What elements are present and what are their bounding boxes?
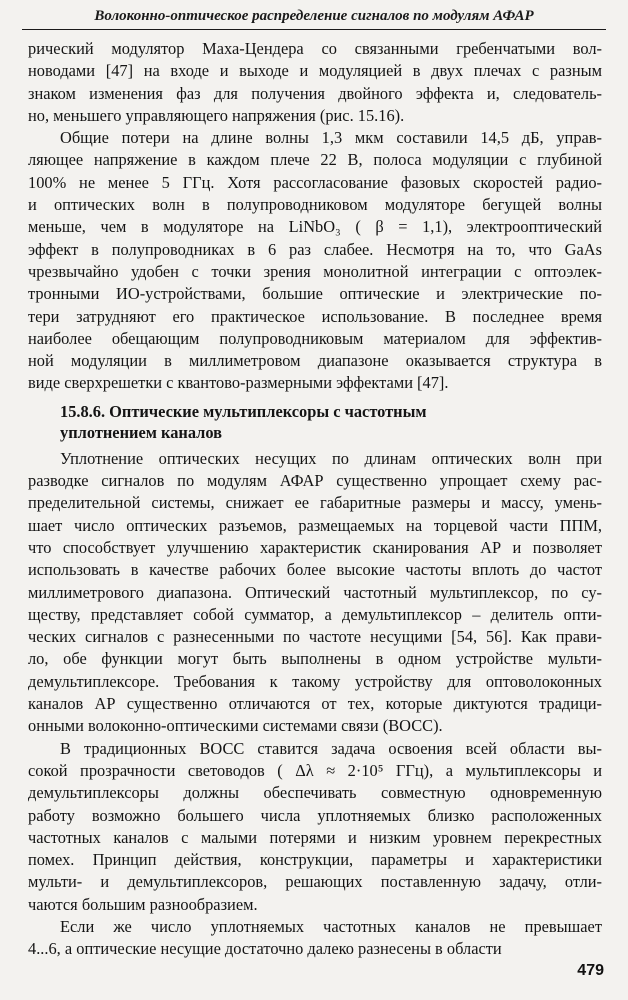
text-line: онными волоконно-оптическими системами связи (ВОСС). (28, 716, 443, 736)
text-line: эффект в полупроводниках в 6 раз слабее. Несмотря на то, что GaAs (28, 239, 602, 259)
text-line: Если же число уплотняемых частотных каналов не превышает (60, 916, 602, 936)
text-line: миллиметрового диапазона. Оптический частотный мультиплексор, по су- (28, 582, 602, 602)
page-number: 479 (577, 962, 604, 979)
text-line: 100% не менее 5 ГГц. Хотя рассогласование фазовых скоростей радио- (28, 172, 602, 192)
text-line: Общие потери на длине волны 1,3 мкм составили 14,5 дБ, управ- (60, 128, 602, 148)
text-line: ной модуляции в миллиметровом диапазоне оказывается структура в (28, 351, 602, 371)
paragraph-p4 (28, 738, 602, 916)
text-line: ческих сигналов с разнесенными по частоте несущими [54, 56]. Как прави- (28, 627, 602, 647)
paragraph-p3 (28, 448, 602, 738)
text-line: помех. Принцип действия, конструкции, параметры и характеристики (28, 850, 602, 870)
text-line: и оптических волн в полупроводниковом модуляторе бегущей волны (28, 195, 602, 215)
text-line: виде сверхрешетки с квантово-размерными эффектами [47]. (28, 373, 449, 393)
text-line: но, меньшего управляющего напряжения (рис. 15.16). (28, 105, 405, 125)
text-line: разводке сигналов по модулям АФАР существенно упрощает схему рас- (28, 471, 602, 491)
text-line: Уплотнение оптических несущих по длинам оптических волн при (60, 448, 602, 468)
text-line: тронными ИО-устройствами, большие оптические и электрические по- (28, 284, 602, 304)
paragraph-p5 (28, 916, 602, 961)
text-line: ляющее напряжение в каждом плече 22 В, полоса модуляции с глубиной (28, 150, 602, 170)
text-line: пределительной системы, снижает ее габаритные размеры и массу, умень- (28, 493, 602, 513)
text-line: чрезвычайно удобен с точки зрения монолитной интеграции с оптоэлек- (28, 261, 602, 281)
text-line: чаются большим разнообразием. (28, 894, 258, 914)
text-line: ло, обе функции могут быть выполнены в одном устройстве мульти- (28, 649, 602, 669)
text-line: наиболее обещающим полупроводниковым материалом для эффектив- (28, 328, 602, 348)
text-line: знаком изменения фаз для получения двойного эффекта и, следователь- (28, 83, 602, 103)
text-line: меньше, чем в модуляторе на LiNbO₃ ( β = 1,1), электрооптический (28, 217, 602, 237)
paragraph-p1 (28, 38, 602, 127)
body-text (28, 38, 602, 961)
text-line: демультиплексоры должны обеспечивать совместную одновременную (28, 783, 602, 803)
text-line: использовать в качестве рабочих более высокие частоты вплоть до частот (28, 560, 602, 580)
running-header: Волоконно-оптическое распределение сигналов по модулям АФАР (22, 6, 606, 30)
text-line: работу возможно большего числа уплотняемых близко расположенных (28, 805, 602, 825)
text-line: что способствует улучшению характеристик сканирования АР и позволяет (28, 537, 602, 557)
text-line: тери затрудняют его практическое использование. В последнее время (28, 306, 602, 326)
paragraph-p2 (28, 127, 602, 395)
heading-line: уплотнением каналов (60, 423, 223, 443)
section-heading (60, 401, 602, 444)
heading-line: 15.8.6. Оптические мультиплексоры с частотным (60, 401, 427, 421)
text-line: 4...6, а оптические несущие достаточно далеко разнесены в области (28, 939, 502, 959)
text-line: новодами [47] на входе и выходе и модуляцией в двух плечах с разным (28, 61, 602, 81)
text-line: каналов АР существенно отличаются от тех, которые диктуются традици- (28, 694, 602, 714)
text-line: ществу, представляет собой сумматор, а демультиплексор – делитель опти- (28, 604, 602, 624)
paragraphs-before-heading (28, 38, 602, 395)
text-line: мульти- и демультиплексоров, решающих поставленную задачу, отли- (28, 872, 602, 892)
paragraphs-after-heading (28, 448, 602, 961)
text-line: шает число оптических разъемов, размещаемых на торцевой части ППМ, (28, 515, 602, 535)
text-line: рический модулятор Маха-Цендера со связанными гребенчатыми вол- (28, 39, 602, 58)
text-line: В традиционных ВОСС ставится задача освоения всей области вы- (60, 738, 602, 758)
text-line: частотных каналов с малыми потерями и низким уровнем перекрестных (28, 827, 602, 847)
text-line: сокой прозрачности световодов ( Δλ ≈ 2·10⁵ ГГц), а мультиплексоры и (28, 760, 602, 780)
text-line: демультиплексоре. Требования к такому устройству для оптоволоконных (28, 671, 602, 691)
